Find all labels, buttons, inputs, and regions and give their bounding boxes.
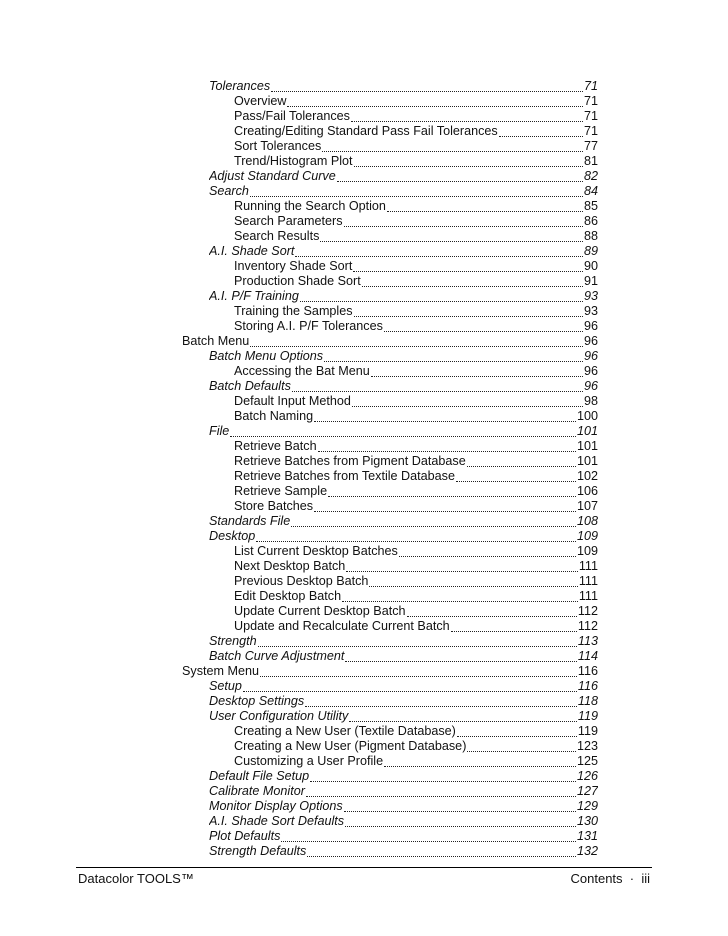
toc-entry[interactable] [209, 424, 598, 439]
toc-entry-title: Standards File [209, 514, 291, 528]
toc-entry-page: 84 [583, 184, 598, 198]
toc-entry-page: 132 [576, 844, 598, 858]
toc-entry-page: 125 [576, 754, 598, 768]
toc-entry[interactable] [234, 259, 598, 274]
toc-entry[interactable] [209, 244, 598, 259]
toc-entry-page: 123 [576, 739, 598, 753]
toc-entry-title: Adjust Standard Curve [209, 169, 336, 183]
toc-entry[interactable] [234, 589, 598, 604]
toc-entry-title: Customizing a User Profile [234, 754, 384, 768]
toc-entry-title: Update and Recalculate Current Batch [234, 619, 450, 633]
toc-entry[interactable] [209, 769, 598, 784]
toc-entry-page: 114 [577, 649, 598, 663]
toc-entry[interactable] [209, 379, 598, 394]
toc-entry-page: 82 [583, 169, 598, 183]
toc-entry-title: Batch Menu Options [209, 349, 324, 363]
toc-entry-title: Monitor Display Options [209, 799, 343, 813]
toc-entry-title: Overview [234, 94, 287, 108]
toc-entry-title: Retrieve Batch [234, 439, 317, 453]
toc-entry-page: 116 [577, 664, 598, 678]
toc-entry-title: Retrieve Sample [234, 484, 328, 498]
footer-divider [76, 867, 652, 868]
toc-entry-title: User Configuration Utility [209, 709, 349, 723]
toc-entry-page: 127 [576, 784, 598, 798]
toc-entry[interactable] [209, 814, 598, 829]
toc-entry-page: 131 [576, 829, 598, 843]
toc-entry-page: 116 [577, 679, 598, 693]
toc-entry-title: System Menu [182, 664, 259, 678]
toc-entry[interactable] [234, 484, 598, 499]
toc-entry-page: 81 [583, 154, 598, 168]
toc-entry-page: 93 [583, 304, 598, 318]
toc-entry[interactable] [209, 184, 598, 199]
toc-entry-page: 109 [576, 529, 598, 543]
toc-entry-page: 86 [583, 214, 598, 228]
toc-entry-page: 101 [576, 424, 598, 438]
toc-entry-title: Default Input Method [234, 394, 351, 408]
toc-entry-page: 107 [576, 499, 598, 513]
toc-entry[interactable] [234, 454, 598, 469]
toc-entry[interactable] [234, 94, 598, 109]
toc-entry-title: Retrieve Batches from Pigment Database [234, 454, 466, 468]
toc-entry[interactable] [209, 844, 598, 859]
toc-entry[interactable] [234, 724, 598, 739]
toc-entry[interactable] [209, 514, 598, 529]
toc-entry-page: 71 [583, 124, 598, 138]
toc-entry-page: 101 [576, 454, 598, 468]
toc-entry-title: A.I. Shade Sort [209, 244, 295, 258]
toc-entry-page: 119 [577, 724, 598, 738]
toc-entry[interactable] [234, 199, 598, 214]
toc-entry[interactable] [209, 694, 598, 709]
toc-entry-page: 109 [576, 544, 598, 558]
toc-entry[interactable] [209, 529, 598, 544]
toc-entry-page: 112 [577, 604, 598, 618]
toc-entry-title: List Current Desktop Batches [234, 544, 398, 558]
toc-entry-title: Creating/Editing Standard Pass Fail Tolerances [234, 124, 498, 138]
toc-entry-page: 112 [577, 619, 598, 633]
toc-entry-title: Retrieve Batches from Textile Database [234, 469, 455, 483]
toc-entry-title: Production Shade Sort [234, 274, 361, 288]
footer-page-label: Contents · iii [570, 871, 650, 886]
toc-entry-title: Search Results [234, 229, 320, 243]
toc-entry[interactable] [234, 409, 598, 424]
toc-entry-page: 71 [583, 79, 598, 93]
toc-entry-title: Next Desktop Batch [234, 559, 346, 573]
toc-entry-page: 101 [576, 439, 598, 453]
toc-entry-title: Inventory Shade Sort [234, 259, 353, 273]
toc-entry[interactable] [182, 664, 598, 679]
toc-entry-title: Edit Desktop Batch [234, 589, 342, 603]
toc-entry-title: Strength Defaults [209, 844, 307, 858]
toc-entry[interactable] [209, 784, 598, 799]
toc-entry-title: Store Batches [234, 499, 314, 513]
toc-entry-page: 119 [577, 709, 598, 723]
toc-entry-title: A.I. Shade Sort Defaults [209, 814, 345, 828]
toc-entry-page: 77 [583, 139, 598, 153]
toc-entry-page: 113 [577, 634, 598, 648]
toc-entry-title: Creating a New User (Pigment Database) [234, 739, 467, 753]
toc-entry-title: Batch Defaults [209, 379, 291, 393]
toc-entry-title: Previous Desktop Batch [234, 574, 369, 588]
toc-entry-page: 106 [576, 484, 598, 498]
toc-entry-title: Setup [209, 679, 242, 693]
toc-entry-title: Pass/Fail Tolerances [234, 109, 350, 123]
toc-entry-title: Batch Curve Adjustment [209, 649, 345, 663]
toc-entry-page: 96 [583, 349, 598, 363]
toc-entry-page: 93 [583, 289, 598, 303]
toc-entry[interactable] [234, 619, 598, 634]
toc-entry[interactable] [234, 364, 598, 379]
toc-entry-title: Training the Samples [234, 304, 353, 318]
toc-entry-title: Batch Naming [234, 409, 314, 423]
toc-entry-page: 85 [583, 199, 598, 213]
toc-entry[interactable] [182, 334, 598, 349]
toc-entry[interactable] [234, 439, 598, 454]
toc-entry-title: Update Current Desktop Batch [234, 604, 406, 618]
toc-entry-page: 96 [583, 319, 598, 333]
toc-entry-page: 71 [583, 109, 598, 123]
toc-entry[interactable] [209, 649, 598, 664]
toc-entry-title: File [209, 424, 230, 438]
toc-entry-title: Accessing the Bat Menu [234, 364, 370, 378]
toc-entry-title: Search Parameters [234, 214, 343, 228]
toc-entry-title: Desktop [209, 529, 256, 543]
toc-entry[interactable] [234, 124, 598, 139]
toc-entry-page: 96 [583, 334, 598, 348]
toc-entry-page: 98 [583, 394, 598, 408]
toc-entry-title: Trend/Histogram Plot [234, 154, 353, 168]
toc-entry[interactable] [234, 604, 598, 619]
toc-entry-page: 129 [576, 799, 598, 813]
toc-entry[interactable] [209, 829, 598, 844]
toc-entry-title: Strength [209, 634, 257, 648]
toc-entry-page: 102 [576, 469, 598, 483]
toc-entry[interactable] [234, 574, 598, 589]
toc-entry[interactable] [209, 634, 598, 649]
toc-entry-title: Sort Tolerances [234, 139, 322, 153]
toc-entry-title: Tolerances [209, 79, 271, 93]
toc-entry-page: 90 [583, 259, 598, 273]
toc-entry-title: Running the Search Option [234, 199, 386, 213]
toc-entry-title: Batch Menu [182, 334, 250, 348]
toc-entry-title: Storing A.I. P/F Tolerances [234, 319, 383, 333]
toc-entry[interactable] [234, 229, 598, 244]
toc-entry[interactable] [234, 394, 598, 409]
toc-entry-page: 96 [583, 379, 598, 393]
toc-entry-page: 88 [583, 229, 598, 243]
toc-entry[interactable] [234, 274, 598, 289]
toc-entry-page: 108 [576, 514, 598, 528]
toc-entry[interactable] [234, 559, 598, 574]
toc-entry-page: 100 [576, 409, 598, 423]
toc-entry[interactable] [234, 319, 598, 334]
footer-product-name: Datacolor TOOLS™ [78, 871, 194, 886]
toc-entry-page: 111 [578, 574, 598, 588]
toc-entry[interactable] [234, 139, 598, 154]
toc-entry-title: Desktop Settings [209, 694, 305, 708]
toc-entry-title: Default File Setup [209, 769, 310, 783]
toc-entry-title: Creating a New User (Textile Database) [234, 724, 456, 738]
toc-entry[interactable] [209, 709, 598, 724]
toc-entry-title: Plot Defaults [209, 829, 281, 843]
toc-entry[interactable] [234, 499, 598, 514]
toc-entry-page: 91 [583, 274, 598, 288]
toc-entry-page: 126 [576, 769, 598, 783]
toc-entry[interactable] [234, 739, 598, 754]
toc-entry[interactable] [234, 109, 598, 124]
toc-entry[interactable] [234, 754, 598, 769]
toc-entry-page: 111 [578, 559, 598, 573]
toc-entry-title: A.I. P/F Training [209, 289, 299, 303]
toc-entry-title: Search [209, 184, 249, 198]
toc-entry-title: Calibrate Monitor [209, 784, 305, 798]
toc-entry[interactable] [234, 304, 598, 319]
toc-entry[interactable] [209, 79, 598, 94]
toc-entry[interactable] [209, 679, 598, 694]
toc-entry-page: 71 [583, 94, 598, 108]
toc-entry[interactable] [234, 214, 598, 229]
toc-entry-page: 111 [578, 589, 598, 603]
toc-entry[interactable] [234, 544, 598, 559]
toc-entry-page: 118 [577, 694, 598, 708]
toc-entry[interactable] [234, 154, 598, 169]
toc-entry-page: 96 [583, 364, 598, 378]
toc-entry-page: 89 [583, 244, 598, 258]
toc-entry[interactable] [234, 469, 598, 484]
toc-entry[interactable] [209, 289, 598, 304]
toc-entry-page: 130 [576, 814, 598, 828]
toc-entry[interactable] [209, 169, 598, 184]
toc-entry[interactable] [209, 349, 598, 364]
toc-entry[interactable] [209, 799, 598, 814]
